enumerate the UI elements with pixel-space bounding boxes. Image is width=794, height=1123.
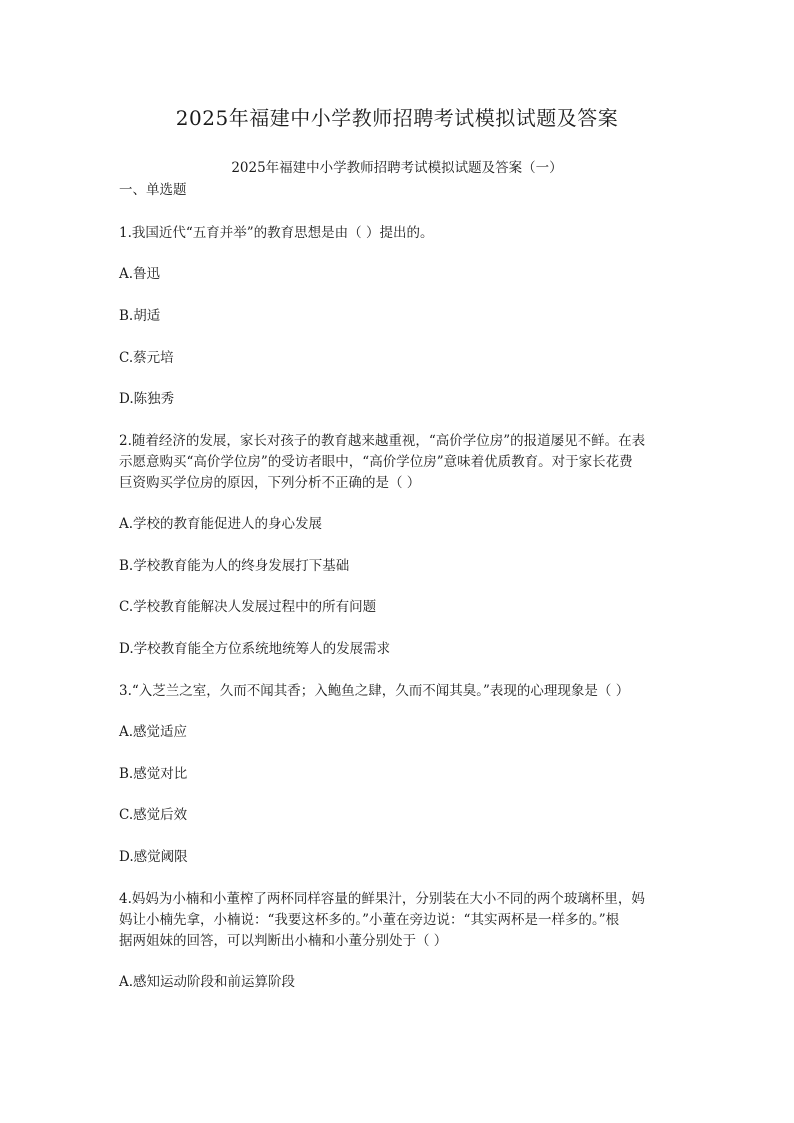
question-3-stem: 3.“入芝兰之室，久而不闻其香；入鲍鱼之肆，久而不闻其臭。”表现的心理现象是（ ） [119,683,630,699]
question-3-option-b: B.感觉对比 [119,766,188,782]
document-subtitle: 2025年福建中小学教师招聘考试模拟试题及答案（一） [231,160,563,176]
question-1-option-a: A.鲁迅 [119,266,161,282]
document-title: 2025年福建中小学教师招聘考试模拟试题及答案 [175,106,619,130]
question-3-option-a: A.感觉适应 [119,724,188,740]
question-4-stem-line-1: 4.妈妈为小楠和小董榨了两杯同样容量的鲜果汁，分别装在大小不同的两个玻璃杯里，妈 [119,891,645,907]
question-2-option-b: B.学校教育能为人的终身发展打下基础 [119,558,350,574]
section-heading: 一、单选题 [119,182,187,198]
question-1-option-c: C.蔡元培 [119,350,174,366]
question-4-stem-line-3: 据两姐妹的回答，可以判断出小楠和小董分别处于（ ） [119,933,448,949]
question-4-stem-line-2: 妈让小楠先拿，小楠说：“我要这杯多的。”小董在旁边说：“其实两杯是一样多的。”根 [119,912,620,928]
question-3-option-c: C.感觉后效 [119,807,188,823]
question-2-option-a: A.学校的教育能促进人的身心发展 [119,516,323,532]
question-2-stem-line-1: 2.随着经济的发展，家长对孩子的教育越来越重视，“高价学位房”的报道屡见不鲜。在表 [119,433,646,449]
question-3-option-d: D.感觉阈限 [119,849,188,865]
question-4-option-a: A.感知运动阶段和前运算阶段 [119,974,296,990]
question-2-option-d: D.学校教育能全方位系统地统筹人的发展需求 [119,641,391,657]
question-2-stem-line-3: 巨资购买学位房的原因，下列分析不正确的是（ ） [119,475,421,491]
question-2-option-c: C.学校教育能解决人发展过程中的所有问题 [119,599,377,615]
question-2-stem-line-2: 示愿意购买“高价学位房”的受访者眼中，“高价学位房”意味着优质教育。对于家长花费 [119,454,633,470]
question-1-stem: 1.我国近代“五育并举”的教育思想是由（ ）提出的。 [119,225,434,241]
question-1-option-b: B.胡适 [119,308,161,324]
question-1-option-d: D.陈独秀 [119,391,175,407]
